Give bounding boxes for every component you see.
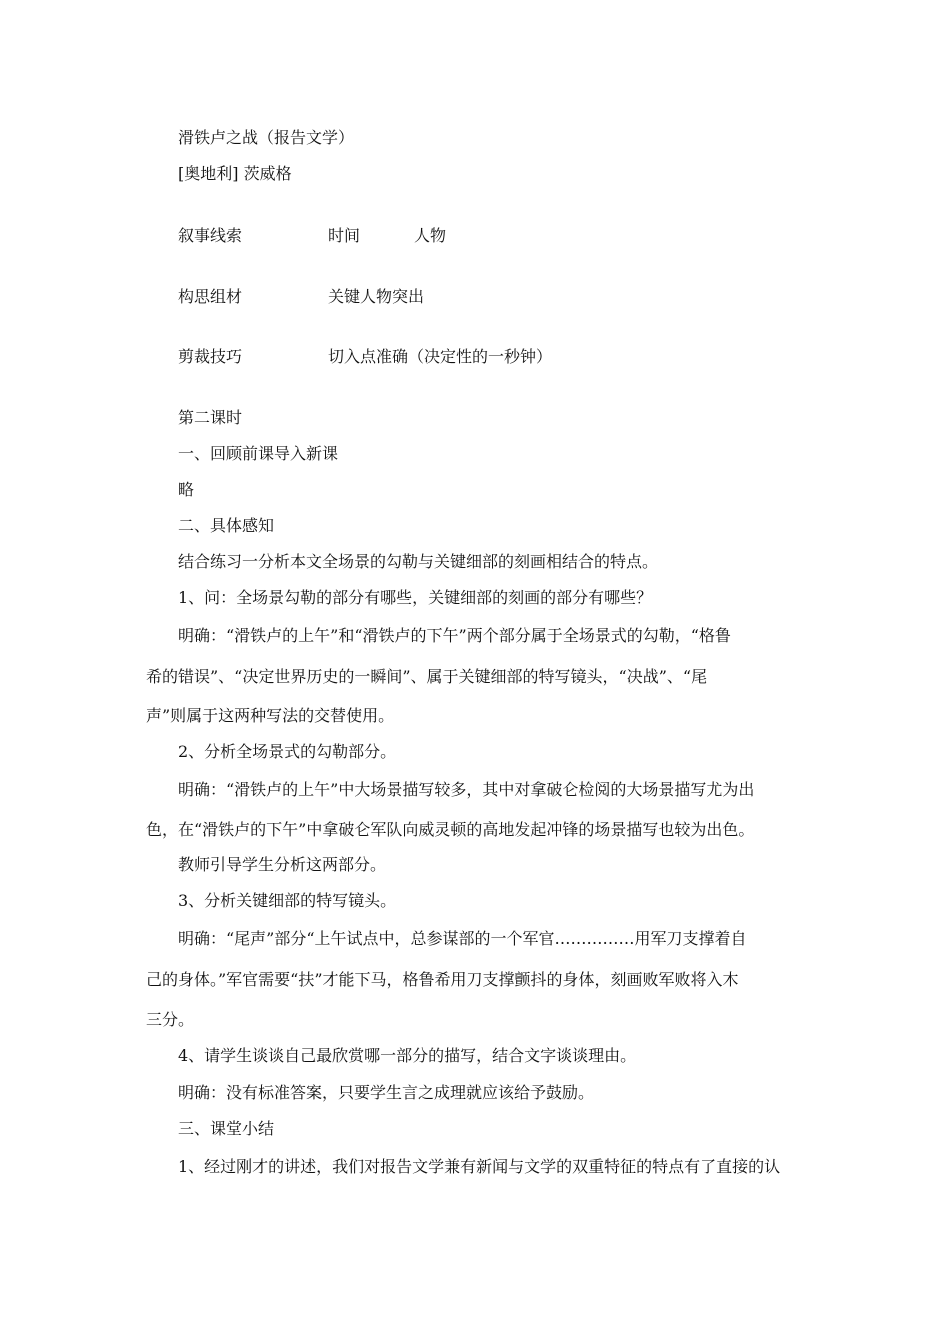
summary-label: 剪裁技巧	[178, 347, 243, 366]
answer-line: 色，在“滑铁卢的下午”中拿破仑军队向威灵顿的高地发起冲锋的场景描写也较为出色。	[146, 820, 755, 839]
answer-line: 明确：没有标准答案，只要学生言之成理就应该给予鼓励。	[178, 1083, 595, 1102]
question: 2、分析全场景式的勾勒部分。	[178, 742, 397, 761]
summary-value: 时间	[328, 226, 361, 245]
paragraph: 教师引导学生分析这两部分。	[178, 855, 387, 874]
answer-line: 明确：“滑铁卢的上午”和“滑铁卢的下午”两个部分属于全场景式的勾勒，“格鲁	[178, 626, 731, 645]
lesson-title: 第二课时	[178, 408, 243, 427]
author-line: [奥地利] 茨威格	[178, 164, 292, 183]
section-heading: 一、回顾前课导入新课	[178, 444, 339, 463]
answer-line: 明确：“滑铁卢的上午”中大场景描写较多，其中对拿破仑检阅的大场景描写尤为出	[178, 780, 755, 799]
summary-value: 切入点准确（决定性的一秒钟）	[328, 347, 553, 366]
answer-line: 明确：“尾声”部分“上午试点中，总参谋部的一个军官……………用军刀支撑着自	[178, 929, 747, 948]
summary-value: 人物	[414, 226, 447, 245]
answer-line: 希的错误”、“决定世界历史的一瞬间”、属于关键细部的特写镜头，“决战”、“尾	[146, 667, 708, 686]
answer-line: 己的身体。”军官需要“扶”才能下马，格鲁希用刀支撑颤抖的身体，刻画败军败将入木	[146, 970, 739, 989]
document-title: 滑铁卢之战（报告文学）	[178, 128, 355, 147]
question: 1、问：全场景勾勒的部分有哪些，关键细部的刻画的部分有哪些？	[178, 588, 653, 607]
summary-value: 关键人物突出	[328, 287, 425, 306]
answer-line: 三分。	[146, 1010, 195, 1029]
section-heading: 三、课堂小结	[178, 1119, 275, 1138]
summary-label: 叙事线索	[178, 226, 243, 245]
answer-line: 声”则属于这两种写法的交替使用。	[146, 706, 395, 725]
paragraph: 结合练习一分析本文全场景的勾勒与关键细部的刻画相结合的特点。	[178, 552, 659, 571]
question: 4、请学生谈谈自己最欣赏哪一部分的描写，结合文字谈谈理由。	[178, 1046, 637, 1065]
paragraph: 略	[178, 480, 195, 499]
summary-label: 构思组材	[178, 287, 243, 306]
paragraph: 1、经过刚才的讲述，我们对报告文学兼有新闻与文学的双重特征的特点有了直接的认	[178, 1157, 781, 1176]
section-heading: 二、具体感知	[178, 516, 275, 535]
question: 3、分析关键细部的特写镜头。	[178, 891, 397, 910]
